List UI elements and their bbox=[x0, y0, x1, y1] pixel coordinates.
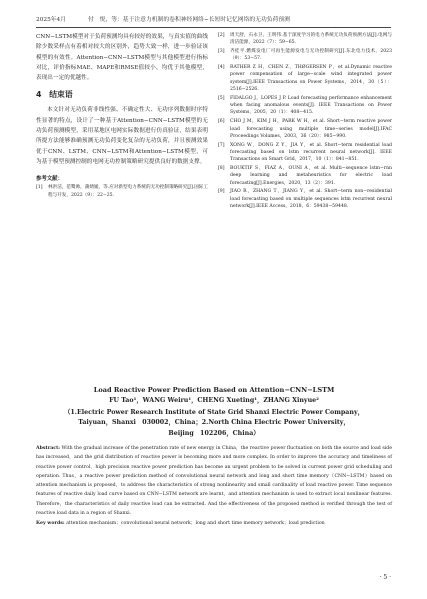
reference-number: [3] bbox=[218, 49, 225, 55]
reference-text: 齐桂平.燃煤发电厂可再生能源发电与无功控制研究[J].东北电力技术，2023（9）：53−57. bbox=[230, 49, 392, 62]
reference-item bbox=[218, 118, 392, 140]
reference-text: 周天舒，石永卫，王明伟.基于深度学习的电力系统无功负荷预测方法[J].电网与清洁能源，2022（7）：59−65. bbox=[230, 33, 392, 46]
english-abstract-block bbox=[36, 385, 392, 529]
reference-number: [2] bbox=[218, 33, 225, 38]
section-heading: 4 结束语 bbox=[36, 90, 73, 100]
reference-text: RATHER Z H，CHEN Z，THØGERSEN P，et al.Dynamic reactive power compensation of large−scale wind integrated power system[J].IEEE Transactions on Power Systems，2014，30（5）：2516−2526. bbox=[230, 65, 392, 93]
reference-number: [8] bbox=[218, 166, 225, 172]
reference-text: CHO J M，KIM J H，PARK W H，et al. Short−term reactive power load forecasting using multiple time−series model[J].IFAC Proceedings Volumes，2003，36（20）：985−990. bbox=[230, 119, 392, 139]
reference-number: [9] bbox=[218, 189, 225, 195]
running-header bbox=[36, 13, 391, 28]
affiliation-line: （1.Electric Power Research Institute of State Grid Shanxi Electric Power Company， bbox=[64, 408, 364, 416]
reference-item bbox=[218, 95, 392, 117]
abstract-label: Abstract: bbox=[36, 446, 60, 451]
reference-item bbox=[218, 142, 392, 164]
left-column bbox=[36, 32, 208, 200]
affiliation-line: Beijing 102206，China） bbox=[168, 429, 260, 437]
reference-text: BOUKTIF S，FIAZ A，OUNI A，et al. Multi−sequence lstm−rnn deep learning and metaheuristics for electric load forecasting[J].Energies，2020，13（2）：391. bbox=[230, 166, 392, 186]
reference-item bbox=[218, 32, 392, 47]
reference-number: [6] bbox=[218, 119, 225, 125]
page-number: · 5 · bbox=[379, 574, 391, 581]
reference-text: XONG W，DONG Z Y，JIA Y，et al. Short−term residential load forecasting based on lstm recurrent neural network[J]. IEEE Transactions on Smart Grid，2017，10（1）：841−851. bbox=[230, 142, 392, 163]
english-keywords bbox=[36, 519, 392, 528]
reference-number: [4] bbox=[218, 65, 225, 71]
reference-number: [5] bbox=[218, 95, 225, 101]
keywords-label: Key words: bbox=[36, 521, 65, 527]
reference-number: [1] bbox=[36, 185, 43, 191]
references-title: 参考文献： bbox=[36, 176, 63, 183]
header-title: 付 悦，等：基于注意力机制的卷积神经网络−长短时记忆网络的无功负荷预测 bbox=[88, 17, 290, 23]
reference-item bbox=[218, 64, 392, 93]
keywords-text: attention mechanism；convolutional neural network；long and short time memory network；load prediction bbox=[66, 521, 325, 527]
reference-item bbox=[218, 48, 392, 63]
right-column bbox=[218, 32, 392, 212]
reference-item bbox=[218, 165, 392, 187]
body-paragraph: CNN−LSTM模型对于负荷预测均具有较好的效果，与真实值的曲线除少数采样点有着相对较大的区别外，趋势大致一样，进一步验证该模型的有效性。Attention−CNN−LSTM模型与其他模型进行指标对比，评价指标MAE、MAPE和RMSE值较小，均优于其他模型，表现出一定的优越性。 bbox=[36, 34, 208, 82]
reference-text: 林洪洁，范鹭帅，蒲婧媛，等.应对新型电力系统的无功控制策略研究[J].国际工程与开发，2022（9）：22−25. bbox=[48, 185, 208, 198]
conclusion-paragraph: 本文针对无功负荷非线性强、不确定性大、无功序列数据时序特性显著的特点，设计了一种基于Attention−CNN−LSTM模型的无功负荷预测模型，采用某地区电网实际数据进行仿真验证，结果表明所提方法能够准确预测无功负荷变化复杂的无功负荷，并且预测效果优于CNN、LSTM、CNN−LSTM和Attention−LSTM模型，可为基于模型预测控制的电网无功控制策略研究提供良好的数据支撑。 bbox=[36, 107, 208, 165]
reference-number: [7] bbox=[218, 142, 225, 148]
english-title: Load Reactive Power Prediction Based on Attention−CNN−LSTM bbox=[93, 386, 335, 394]
english-authors: FU Tao¹，WANG Weiru¹，CHENG Xueting¹，ZHANG Xinyue² bbox=[109, 397, 319, 404]
english-abstract bbox=[36, 444, 392, 518]
reference-text: JIAO R，ZHANG T，JIANG Y，et al. Short−term non−residential load forecasting based on multiple sequences lstm recurrent neural network[J].IEEE Access，2018，6：59438−59448. bbox=[230, 189, 392, 210]
english-affiliation bbox=[36, 408, 392, 440]
reference-item bbox=[218, 188, 392, 210]
abstract-text: With the gradual increase of the penetration rate of new energy in China，the reactive power fluctuation on both the source and load side has increased，and the grid distribution of reactive power is becoming more and more complex. In order to improve the accuracy and timeliness of reactive power control，high precision reactive power prediction has become an urgent problem to be solved in current power grid scheduling and operation. Thus，a reactive power prediction method of convolutional neural network and long and short time memory（CNN−LSTM）based on attention mechanism is proposed，to address the characteristics of strong nonlinearity and small cardinality of load reactive power. Time sequence features of reactive daily load curve based on CNN−LSTM network are learnt，and attention mechanism is used to extract local nonlinear features. Therefore，the characteristics of daily reactive load can be extracted. And the effectiveness of the proposed method is verified through the test of reactive load data in a region of Shanxi. bbox=[36, 446, 393, 517]
affiliation-line: Taiyuan，Shanxi 030002，China；2.North China Electric Power University， bbox=[78, 419, 350, 426]
reference-text: FIDALGO J，LOPES J P. Load forecasting performance enhancement when facing anomalous events[J]. IEEE Transactions on Power Systems，2005，20（1）：408−415. bbox=[230, 95, 392, 116]
header-date: 2025年4月 bbox=[36, 17, 67, 23]
reference-item bbox=[36, 184, 208, 199]
